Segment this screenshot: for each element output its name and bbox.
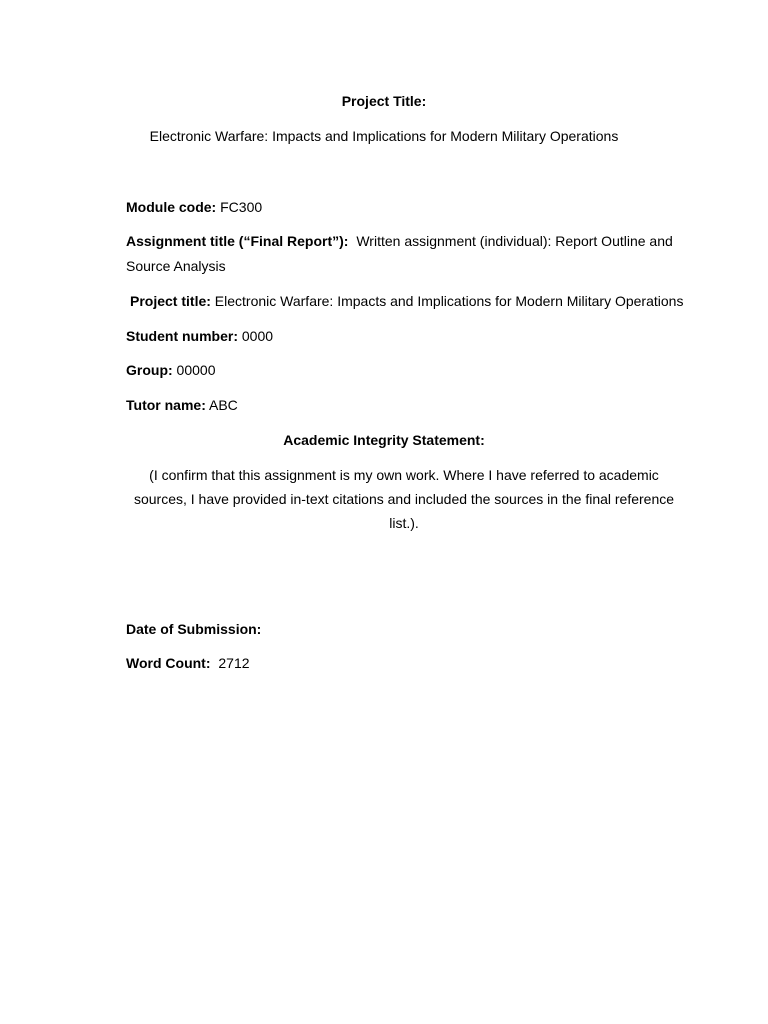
integrity-line-2: sources, I have provided in-text citations and included the sources in the final reference — [133, 491, 675, 507]
assignment-title-value-line2: Source Analysis — [126, 258, 226, 274]
word-count-label: Word Count: — [126, 655, 211, 671]
assignment-title-value-line1: Written assignment (individual): Report Outline and — [356, 233, 673, 249]
student-number-row — [126, 327, 273, 345]
word-count-value: 2712 — [218, 655, 250, 671]
project-title-label: Project title: — [130, 293, 211, 309]
word-count-row — [126, 654, 250, 672]
group-label: Group: — [126, 362, 173, 378]
project-title-heading: Project Title: — [341, 93, 427, 109]
project-title-main: Electronic Warfare: Impacts and Implications for Modern Military Operations — [149, 128, 619, 144]
group-row — [126, 361, 215, 379]
tutor-name-value: ABC — [208, 397, 238, 413]
integrity-heading: Academic Integrity Statement: — [283, 432, 485, 448]
module-code-value: FC300 — [220, 199, 263, 215]
group-value: 00000 — [176, 362, 216, 378]
assignment-title-label: Assignment title (“Final Report”): — [126, 233, 349, 249]
tutor-name-row — [126, 396, 238, 414]
project-title-row — [130, 292, 683, 310]
assignment-title-row — [126, 232, 673, 250]
integrity-line-3: list.). — [389, 515, 419, 531]
integrity-line-1: (I confirm that this assignment is my own work. Where I have referred to academic — [149, 467, 659, 483]
module-code-label: Module code: — [126, 199, 217, 215]
project-title-value: Electronic Warfare: Impacts and Implications for Modern Military Operations — [214, 293, 684, 309]
student-number-label: Student number: — [126, 328, 238, 344]
integrity-statement — [128, 463, 680, 535]
date-of-submission-label: Date of Submission: — [126, 621, 262, 637]
tutor-name-label: Tutor name: — [126, 397, 206, 413]
module-code-row — [126, 198, 262, 216]
student-number-value: 0000 — [241, 328, 274, 344]
